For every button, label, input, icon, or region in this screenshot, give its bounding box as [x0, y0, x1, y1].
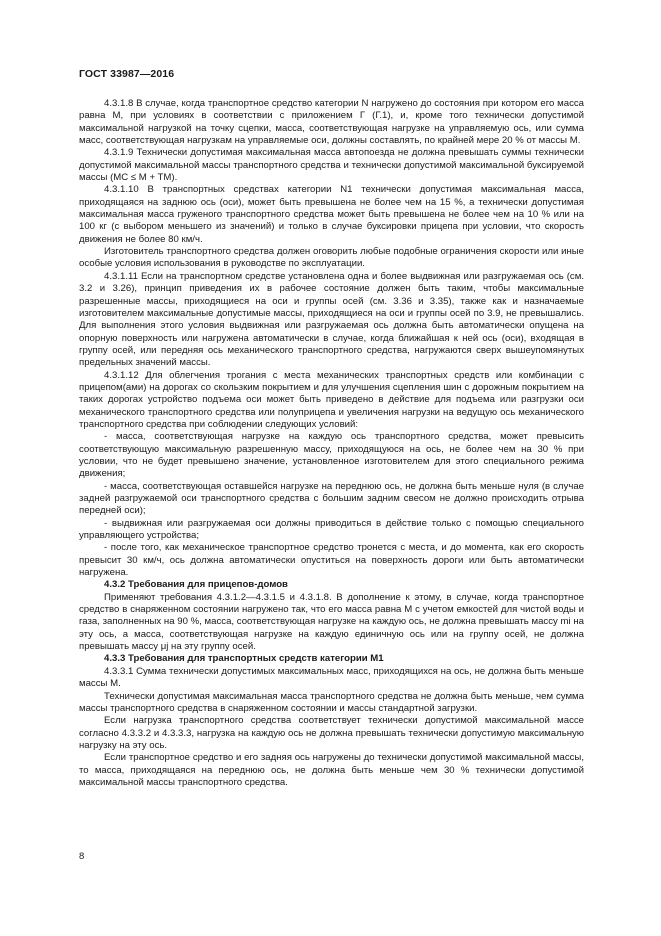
list-item-control-device: - выдвижная или разгружаемая оси должны приводиться в действие только с помощью специального управляющего устройства; — [79, 517, 584, 542]
heading-4-3-2: 4.3.2 Требования для прицепов-домов — [104, 579, 288, 591]
paragraph-load-axle: Если нагрузка транспортного средства соответствует технически допустимой максимальной массе согласно 4.3.3.2 и 4.3.3.3, нагрузка на каждую ось не должна превышать технически допустимую максимальную нагрузку на эту ось. — [79, 715, 584, 751]
heading-4-3-3: 4.3.3 Требования для транспортных средств категории M1 — [104, 653, 384, 665]
paragraph-4-3-1-11: 4.3.1.11 Если на транспортном средстве установлена одна и более выдвижная или разгружаемая ось (см. 3.2 и 3.26), принцип приведения их в рабочее состояние должен быть таким, чтобы максимальные разрешенные массы, приходящиеся на оси и группы осей (см. 3.36 и 3.35), также как и назначаемые изготовителем максимальные допустимые массы, приходящиеся на оси и группы осей по 3.9, не превышались. Для выполнения этого условия выдвижная или разгружаемая ось должна быть автоматически опущена на опорную поверхность или нагружена автоматически в случае, когда ближайшая к ней ось (оси), входящая в группу осей, или передняя ось механического транспортного средства, нагружаются сверх вышеупомянутых предельных значений массы. — [79, 270, 584, 369]
page-number: 8 — [79, 851, 85, 862]
paragraph-manufacturer-note: Изготовитель транспортного средства должен оговорить любые подобные ограничения скорости или иные особые условия использования в руководстве по эксплуатации. — [79, 246, 584, 270]
paragraph-rear-axle: Если транспортное средство и его задняя ось нагружены до технически допустимой максимальной массы, то масса, приходящаяся на переднюю ось, не должна быть меньше чем 30 % технически допустимой максимальной массы транспортного средства. — [79, 752, 584, 788]
page-header-title: ГОСТ 33987—2016 — [79, 68, 175, 80]
paragraph-trailer-requirements: Применяют требования 4.3.1.2—4.3.1.5 и 4.3.1.8. В дополнение к этому, в случае, когда транспортное средство в снаряженном состоянии нагружено так, что его масса равна M с учетом емкостей для чистой воды и газа, заполненных на 90 %, масса, соответствующая нагрузке на каждую ось, не должна превышать массу mi на эту ось, а масса, соответствующая нагрузке на каждую единичную ось или на группу осей, не должна превышать массу μj на эту группу осей. — [79, 591, 584, 653]
paragraph-4-3-3-1: 4.3.3.1 Сумма технически допустимых максимальных масс, приходящихся на ось, не должна быть меньше массы M. — [79, 665, 584, 690]
paragraph-4-3-1-10: 4.3.1.10 В транспортных средствах категории N1 технически допустимая максимальная масса, приходящаяся на заднюю ось (оси), может быть превышена не более чем на 15 %, а технически допустимая максимальная масса груженого транспортного средства может быть превышена не более чем на 10 % или на 100 кг (с выбором меньшего из значений) и только в случае буксировки прицепа при условии, что скорость движения не более 80 км/ч. — [79, 184, 584, 245]
list-item-front-axle: - масса, соответствующая оставшейся нагрузке на переднюю ось, не должна быть меньше нуля (в случае задней разгружаемой оси транспортного средства с большим задним свесом не должно происходить отрыва передней оси); — [79, 480, 584, 517]
paragraph-4-3-1-8: 4.3.1.8 В случае, когда транспортное средство категории N нагружено до состояния при котором его масса равна M, при условиях в соответствии с приложением Г (Г.1), и, кроме того технически допустимой максимальной нагрузкой на точку сцепки, масса, соответствующая нагрузке на управляемую ось, или сумма масс, соответствующая нагрузкам на управляемые оси, должны составлять, по крайней мере 20 % от массы M. — [79, 98, 584, 147]
paragraph-4-3-1-9: 4.3.1.9 Технически допустимая максимальная масса автопоезда не должна превышать суммы технически допустимой максимальной массы транспортного средства и технически допустимой максимальной буксируемой массы (MC ≤ M + TM). — [79, 147, 584, 184]
paragraph-max-mass: Технически допустимая максимальная масса транспортного средства не должна быть меньше, чем сумма массы транспортного средства в снаряженном состоянии и массы стандартной загрузки. — [79, 690, 584, 714]
paragraph-4-3-1-12: 4.3.1.12 Для облегчения трогания с места механических транспортных средств или комбинации с прицепом(ами) на дорогах со скользким покрытием и для улучшения сцепления шин с дорожным покрытием на таких дорогах устройство подъема оси может быть приведено в действие для подъема или разгрузки оси механического транспортного средства или полуприцепа и увеличения нагрузки на ведущую ось механического транспортного средства при соблюдении следующих условий: — [79, 369, 584, 430]
page-body — [79, 98, 584, 789]
list-item-mass-overload: - масса, соответствующая нагрузке на каждую ось транспортного средства, может превысить соответствующую максимальную разрешенную массу, приходящуюся на ось, не более чем на 30 % при условии, что не будет превышено значение, установленное изготовителем для этого специального режима движения; — [79, 431, 584, 480]
list-item-speed-condition: - после того, как механическое транспортное средство тронется с места, и до момента, как его скорость превысит 30 км/ч, ось должна автоматически опуститься на поверхность дороги или быть автоматически нагружена. — [79, 542, 584, 579]
